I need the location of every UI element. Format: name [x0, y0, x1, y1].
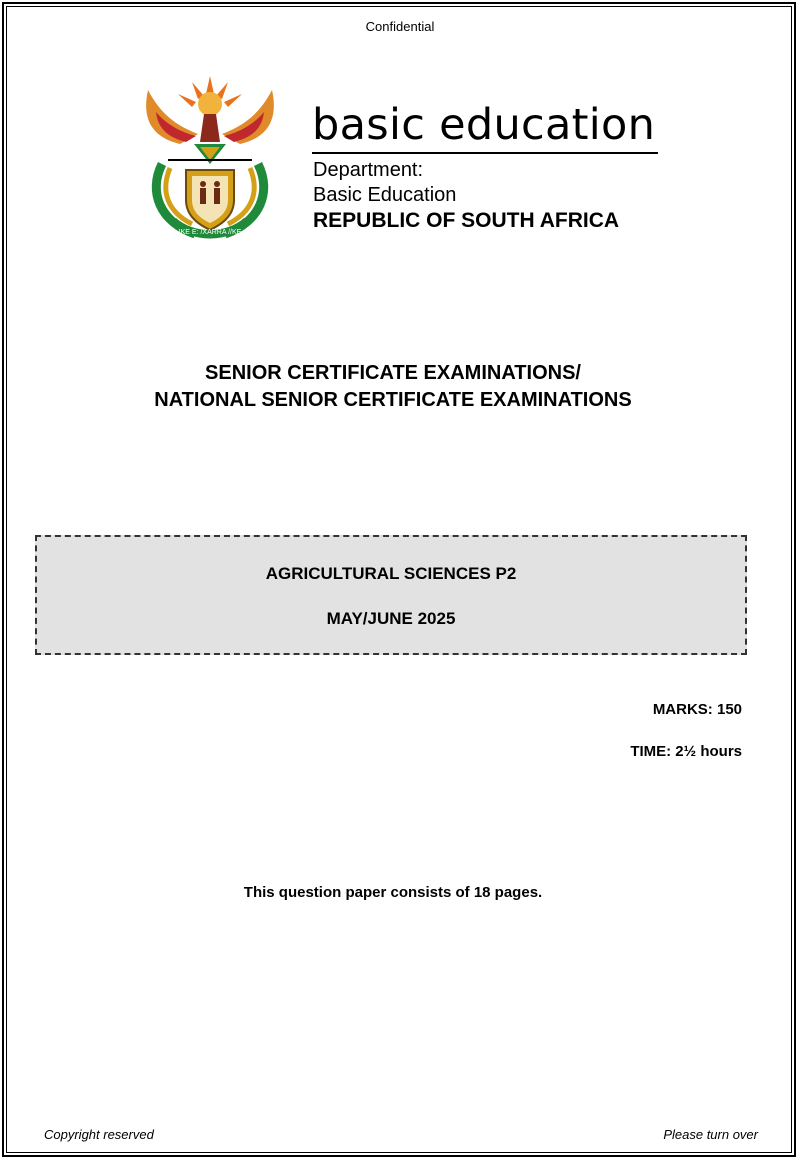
country-name: REPUBLIC OF SOUTH AFRICA: [313, 209, 620, 232]
turn-over-footer: Please turn over: [663, 1127, 758, 1142]
department-block: [313, 158, 619, 233]
exam-session: MAY/JUNE 2025: [326, 609, 456, 628]
brand-wordmark: basic education: [312, 100, 656, 150]
copyright-footer: Copyright reserved: [44, 1127, 154, 1142]
department-label: Department:: [313, 159, 424, 181]
confidential-label: Confidential: [365, 19, 435, 34]
sun-icon: [178, 76, 242, 116]
department-name: Basic Education: [313, 184, 457, 206]
subject-name: AGRICULTURAL SCIENCES P2: [265, 564, 517, 583]
subject-box: [35, 535, 747, 655]
exam-title-line-1: SENIOR CERTIFICATE EXAMINATIONS/: [205, 362, 581, 384]
svg-text:!KE E: /XARRA //KE: !KE E: /XARRA //KE: [178, 229, 242, 236]
exam-title: [0, 360, 786, 414]
exam-title-line-2: NATIONAL SENIOR CERTIFICATE EXAMINATIONS: [154, 389, 632, 411]
brand-divider: [312, 152, 658, 154]
coat-of-arms-logo: [140, 72, 280, 247]
total-marks: MARKS: 150: [652, 701, 742, 718]
page-count-note: This question paper consists of 18 pages.: [243, 884, 543, 901]
exam-duration: TIME: 2½ hours: [630, 743, 742, 760]
